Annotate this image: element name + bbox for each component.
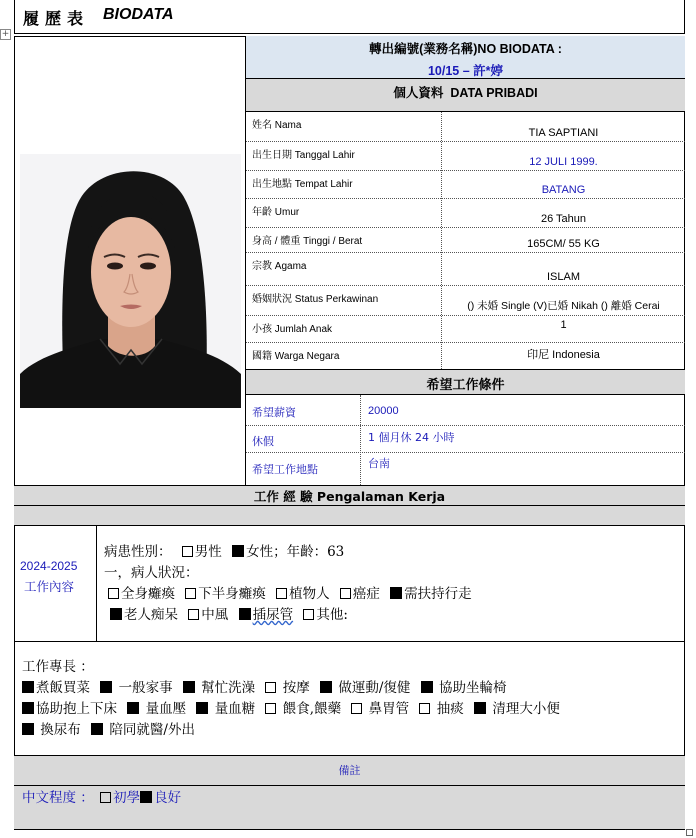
skills-label: 工作專長 ： xyxy=(22,659,94,675)
checkbox[interactable] xyxy=(351,703,362,714)
checkbox[interactable] xyxy=(265,682,276,693)
list-item xyxy=(246,343,685,369)
biodata-number-cell xyxy=(246,36,685,79)
row-value: () 未婚 Single (V)已婚 Nikah () 離婚 Cerai xyxy=(467,300,660,312)
experience-heading-text: 工作 經 驗 Pengalaman Kerja xyxy=(253,489,446,504)
conditions-heading: 希望工作條件 xyxy=(246,369,685,395)
option-label: 清理大小便 xyxy=(492,701,560,717)
conditions-row-1 xyxy=(106,584,472,605)
row-label: 出生日期 Tanggal Lahir xyxy=(252,150,355,161)
experience-period: 2024-2025 xyxy=(20,559,78,573)
option-label: 做運動/復健 xyxy=(338,680,411,696)
option-label: 一般家事 xyxy=(118,680,173,696)
option-label: 協助抱上下床 xyxy=(36,701,117,717)
checkbox-female[interactable] xyxy=(232,545,244,557)
checkbox-checked[interactable] xyxy=(320,681,332,693)
row-label: 身高 / 體重 Tinggi / Berat xyxy=(252,236,363,247)
remarks-heading xyxy=(14,756,685,786)
row-label: 希望薪資 xyxy=(252,406,296,419)
option-label: 協助坐輪椅 xyxy=(439,680,507,696)
checkbox-checked[interactable] xyxy=(421,681,433,693)
skills-row-3 xyxy=(16,720,195,741)
table-resize-handle-icon[interactable] xyxy=(686,829,693,836)
row-value: 20000 xyxy=(368,405,399,417)
condition-label: 一，病人狀況： xyxy=(104,565,199,581)
option-label: 初學 xyxy=(113,790,141,806)
title-zh: 履歷表 xyxy=(23,9,90,28)
option-label: 按摩 xyxy=(282,680,310,696)
option-label: 全身癱瘓 xyxy=(121,586,175,602)
checkbox[interactable] xyxy=(108,588,119,599)
option-label: 換尿布 xyxy=(40,722,81,738)
option-label: 下半身癱瘓 xyxy=(198,586,266,602)
experience-period-label: 工作內容 xyxy=(24,579,75,594)
option-label: 鼻胃管 xyxy=(368,701,410,717)
option-label: 抽痰 xyxy=(436,701,464,717)
row-label: 婚姻狀況 Status Perkawinan xyxy=(252,294,379,305)
list-item xyxy=(246,199,685,228)
personal-data-heading: 個人資料 DATA PRIBADI xyxy=(246,79,685,112)
checkbox-checked[interactable] xyxy=(474,702,486,714)
option-label: 量血壓 xyxy=(145,701,187,717)
checkbox-checked[interactable] xyxy=(22,681,34,693)
list-item xyxy=(246,286,685,316)
row-label: 年齡 Umur xyxy=(252,207,300,218)
option-label: 需扶持行走 xyxy=(404,586,472,602)
patient-gender-line xyxy=(104,542,344,563)
list-item xyxy=(246,228,685,253)
option-label: 中風 xyxy=(201,607,229,623)
option-label: 煮飯買菜 xyxy=(36,680,90,696)
list-item xyxy=(246,453,685,484)
checkbox[interactable] xyxy=(100,792,111,803)
experience-row xyxy=(14,526,685,642)
row-label: 希望工作地點 xyxy=(252,463,318,476)
option-label: 良好 xyxy=(154,790,182,806)
female-label: 女性；年齡：63 xyxy=(246,544,345,560)
male-label: 男性 xyxy=(194,544,222,560)
checkbox-male[interactable] xyxy=(182,546,193,557)
option-label: 癌症 xyxy=(352,586,380,602)
list-item xyxy=(246,316,685,343)
skills-row-1 xyxy=(16,678,507,699)
experience-spacer xyxy=(14,506,685,526)
title-bar xyxy=(14,0,685,34)
row-value: 12 JULI 1999. xyxy=(529,156,598,168)
checkbox[interactable] xyxy=(265,703,276,714)
checkbox-checked[interactable] xyxy=(91,723,103,735)
remarks-heading-text: 備註 xyxy=(338,764,361,777)
checkbox[interactable] xyxy=(188,609,199,620)
list-item xyxy=(246,171,685,199)
checkbox[interactable] xyxy=(276,588,287,599)
option-label: 植物人 xyxy=(289,586,330,602)
option-label: 陪同就醫/外出 xyxy=(109,722,195,738)
checkbox-checked[interactable] xyxy=(183,681,195,693)
option-label: 量血糖 xyxy=(214,701,256,717)
list-item xyxy=(246,253,685,286)
checkbox-checked[interactable] xyxy=(100,681,112,693)
skills-row-2 xyxy=(16,699,560,720)
option-label: 其他: xyxy=(316,607,348,623)
table-move-handle-icon[interactable]: + xyxy=(1,29,10,39)
row-value: BATANG xyxy=(541,184,586,196)
option-label: 幫忙洗澡 xyxy=(201,680,256,696)
checkbox-checked[interactable] xyxy=(196,702,208,714)
row-value: ISLAM xyxy=(546,271,580,283)
chinese-level-label: 中文程度 ： xyxy=(22,790,94,806)
row-value: 1 xyxy=(560,319,567,331)
checkbox-checked[interactable] xyxy=(390,587,402,599)
row-label: 姓名 Nama xyxy=(252,120,302,131)
chinese-level-row xyxy=(14,786,685,830)
biodata-number-value: 10/15 – 許*婷 xyxy=(427,64,504,78)
row-value: 印尼 Indonesia xyxy=(527,349,600,361)
chinese-level-line xyxy=(22,788,181,809)
photo-cell xyxy=(14,36,246,486)
checkbox[interactable] xyxy=(340,588,351,599)
title-en: BIODATA xyxy=(103,6,174,23)
checkbox-checked[interactable] xyxy=(127,702,139,714)
patient-gender-label: 病患性別： xyxy=(104,544,172,560)
conditions-row-2 xyxy=(106,605,348,626)
row-label: 國籍 Warga Negara xyxy=(252,351,340,362)
checkbox[interactable] xyxy=(185,588,196,599)
list-item xyxy=(246,142,685,171)
list-item xyxy=(246,395,685,426)
skills-section xyxy=(14,642,685,756)
option-label: 餵食,餵藥 xyxy=(282,701,342,717)
row-value: 1 個月休 24 小時 xyxy=(368,431,455,444)
row-value: TIA SAPTIANI xyxy=(528,127,599,139)
option-label: 老人痴呆 xyxy=(124,607,178,623)
option-label: 插尿管 xyxy=(252,607,294,623)
list-item xyxy=(246,112,685,142)
row-label: 宗教 Agama xyxy=(252,261,307,272)
personal-data-table xyxy=(246,112,685,369)
applicant-photo xyxy=(20,154,241,408)
checkbox-checked[interactable] xyxy=(22,702,34,714)
row-label: 出生地點 Tempat Lahir xyxy=(252,179,353,190)
checkbox-checked[interactable] xyxy=(239,608,251,620)
checkbox[interactable] xyxy=(419,703,430,714)
experience-heading xyxy=(14,485,685,506)
biodata-number-label: 轉出編號(業務名稱)NO BIODATA : xyxy=(369,42,562,56)
checkbox[interactable] xyxy=(303,609,314,620)
row-value: 26 Tahun xyxy=(540,213,587,225)
list-item xyxy=(246,426,685,453)
row-value: 台南 xyxy=(368,457,390,470)
checkbox-checked[interactable] xyxy=(22,723,34,735)
conditions-table xyxy=(246,395,685,485)
checkbox-checked[interactable] xyxy=(110,608,122,620)
checkbox-checked[interactable] xyxy=(140,791,152,803)
row-label: 休假 xyxy=(252,435,274,448)
row-value: 165CM/ 55 KG xyxy=(527,238,600,250)
row-label: 小孩 Jumlah Anak xyxy=(252,324,333,335)
